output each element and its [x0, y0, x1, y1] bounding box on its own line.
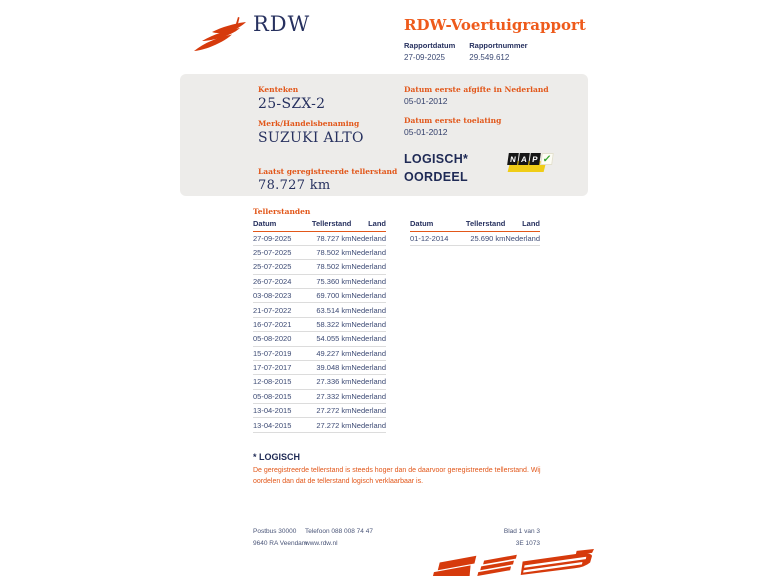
report-meta — [404, 41, 528, 62]
table-row — [253, 389, 386, 403]
merk-value: SUZUKI ALTO — [258, 130, 364, 146]
table-cell: Nederland — [351, 389, 386, 403]
table-cell: 25.690 km — [466, 231, 505, 245]
table-cell: 13-04-2015 — [253, 418, 312, 432]
merk-label: Merk/Handelsbenaming — [258, 119, 360, 128]
rdw-flag-icon — [192, 14, 248, 54]
table-cell: 01-12-2014 — [410, 231, 466, 245]
nap-letter-p: P — [529, 153, 541, 165]
table-cell: Nederland — [351, 317, 386, 331]
secondary-tellerstanden-table — [410, 217, 540, 246]
rdw-wordmark: RDW — [253, 12, 311, 36]
table-cell: Nederland — [351, 303, 386, 317]
table-cell: 78.502 km — [312, 260, 352, 274]
col-tellerstand: Tellerstand — [466, 217, 505, 231]
table-row — [253, 346, 386, 360]
table-cell: Nederland — [351, 245, 386, 259]
table-cell: 25-07-2025 — [253, 245, 312, 259]
foreign-table-body — [410, 231, 540, 245]
tellerstanden-title: Tellerstanden — [253, 207, 311, 216]
col-datum: Datum — [410, 217, 466, 231]
table-cell: 63.514 km — [312, 303, 352, 317]
table-cell: 21-07-2022 — [253, 303, 312, 317]
table-row — [253, 360, 386, 374]
laatste-tellerstand-value: 78.727 km — [258, 178, 331, 193]
footer-address-line2: 9640 RA Veendam — [253, 540, 308, 548]
table-row — [253, 245, 386, 259]
table-cell: Nederland — [505, 231, 540, 245]
table-row — [253, 418, 386, 432]
table-cell: 54.055 km — [312, 332, 352, 346]
nap-logo-icon — [508, 152, 553, 174]
meter-table-body — [253, 231, 386, 432]
table-cell: Nederland — [351, 360, 386, 374]
table-cell: 27.272 km — [312, 404, 352, 418]
table-cell: 78.502 km — [312, 245, 352, 259]
table-cell: 13-04-2015 — [253, 404, 312, 418]
report-number-value: 29.549.612 — [469, 53, 510, 62]
table-cell: 26-07-2024 — [253, 274, 312, 288]
table-header-row — [253, 217, 386, 231]
nap-letter-a: A — [518, 153, 530, 165]
footer-doc-code: 3E 1073 — [515, 540, 540, 548]
table-header-row — [410, 217, 540, 231]
table-cell: Nederland — [351, 404, 386, 418]
kenteken-label: Kenteken — [258, 85, 299, 94]
table-cell: 15-07-2019 — [253, 346, 312, 360]
table-row — [253, 404, 386, 418]
oordeel-line2: OORDEEL — [404, 170, 468, 185]
table-row — [410, 231, 540, 245]
table-row — [253, 231, 386, 245]
vehicle-summary-box — [180, 74, 588, 196]
table-cell: 16-07-2021 — [253, 317, 312, 331]
table-cell: 25-07-2025 — [253, 260, 312, 274]
footnote-text: De geregistreerde tellerstand is steeds hoger dan de daarvoor geregistreerde tellerstand. Wij oordelen dan dat de tellerstand logisch verklaarbaar is. — [253, 467, 541, 485]
table-row — [253, 260, 386, 274]
footer-website-link[interactable]: www.rdw.nl — [305, 540, 338, 548]
eerste-afgifte-label: Datum eerste afgifte in Nederland — [404, 85, 549, 94]
table-cell: 27.272 km — [312, 418, 352, 432]
oordeel-line1: LOGISCH* — [404, 152, 469, 166]
table-cell: 05-08-2015 — [253, 389, 312, 403]
table-cell: Nederland — [351, 289, 386, 303]
table-cell: 27.336 km — [312, 375, 352, 389]
table-row — [253, 317, 386, 331]
report-number-label: Rapportnummer — [469, 41, 528, 50]
footer-phone: Telefoon 088 008 74 47 — [305, 528, 373, 535]
table-cell: Nederland — [351, 260, 386, 274]
table-cell: 27-09-2025 — [253, 231, 312, 245]
table-cell: 05-08-2020 — [253, 332, 312, 346]
footnote-heading: * LOGISCH — [253, 452, 301, 462]
table-cell: Nederland — [351, 231, 386, 245]
footer-address-line1: Postbus 30000 — [253, 528, 297, 535]
table-row — [253, 375, 386, 389]
eerste-toelating-label: Datum eerste toelating — [404, 116, 502, 125]
report-date-value: 27-09-2025 — [404, 53, 445, 62]
table-cell: 39.048 km — [312, 360, 352, 374]
footer-page-number: Blad 1 van 3 — [503, 528, 540, 535]
table-cell: Nederland — [351, 375, 386, 389]
table-cell: 58.322 km — [312, 317, 352, 331]
table-row — [253, 289, 386, 303]
table-cell: 49.227 km — [312, 346, 352, 360]
col-tellerstand: Tellerstand — [312, 217, 352, 231]
col-datum: Datum — [253, 217, 312, 231]
tellerstanden-table — [253, 217, 386, 433]
nap-checkmark-icon: ✓ — [542, 153, 553, 165]
eerste-afgifte-value: 05-01-2012 — [404, 96, 448, 106]
table-cell: Nederland — [351, 332, 386, 346]
kenteken-value: 25-SZX-2 — [258, 96, 326, 112]
table-cell: Nederland — [351, 274, 386, 288]
logisch-footnote — [253, 452, 561, 488]
table-cell: 12-08-2015 — [253, 375, 312, 389]
oordeel-text — [404, 150, 468, 186]
table-cell: 69.700 km — [312, 289, 352, 303]
table-cell: 27.332 km — [312, 389, 352, 403]
rdw-stripes-graphic-icon — [428, 549, 598, 576]
table-cell: 78.727 km — [312, 231, 352, 245]
table-cell: 03-08-2023 — [253, 289, 312, 303]
eerste-toelating-value: 05-01-2012 — [404, 127, 448, 137]
table-row — [253, 332, 386, 346]
table-row — [253, 303, 386, 317]
table-cell: Nederland — [351, 418, 386, 432]
report-date-label: Rapportdatum — [404, 41, 456, 50]
nap-letter-n: N — [507, 153, 519, 165]
table-cell: Nederland — [351, 346, 386, 360]
table-row — [253, 274, 386, 288]
col-land: Land — [351, 217, 386, 231]
table-cell: 17-07-2017 — [253, 360, 312, 374]
laatste-tellerstand-label: Laatst geregistreerde tellerstand — [258, 167, 398, 176]
page-title: RDW-Voertuigrapport — [404, 16, 586, 34]
table-cell: 75.360 km — [312, 274, 352, 288]
col-land: Land — [505, 217, 540, 231]
